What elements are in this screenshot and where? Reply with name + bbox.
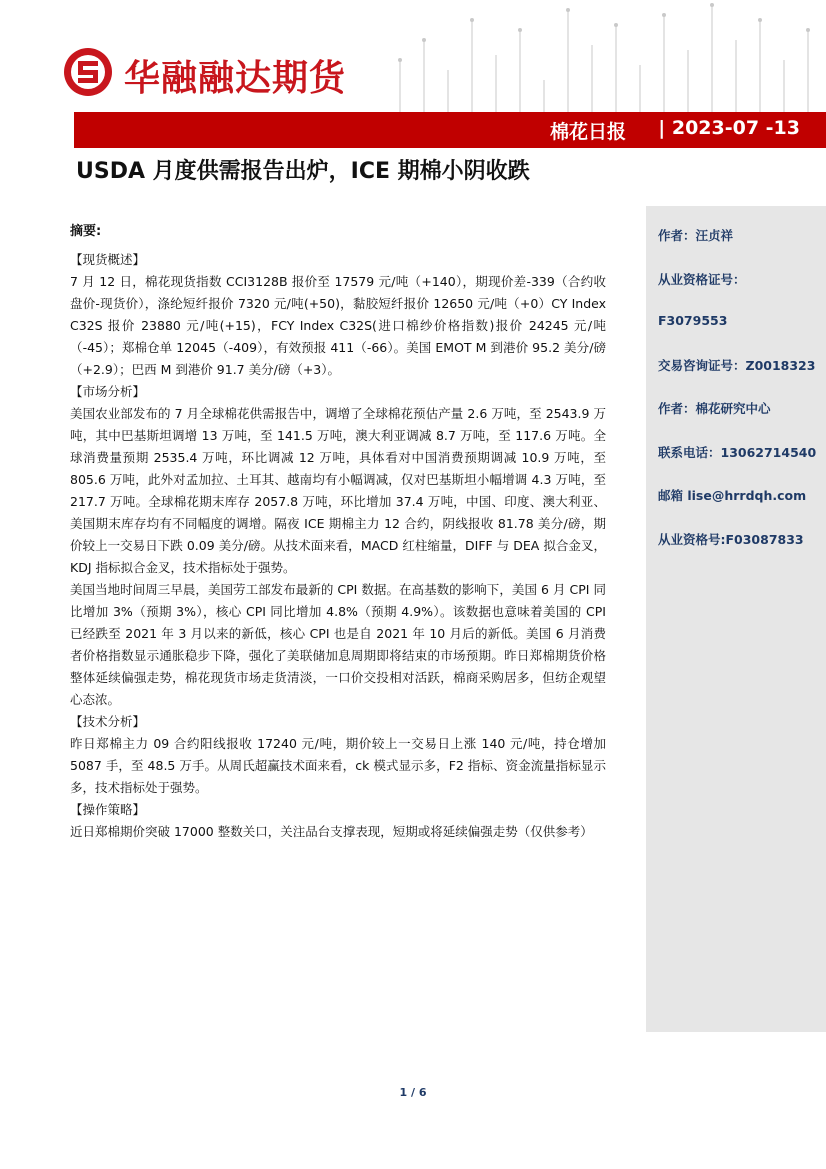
section-paragraph: 近日郑棉期价突破 17000 整数关口，关注品台支撑表现，短期或将延续偏强走势（仅供参考） <box>70 824 593 839</box>
section-heading: 【操作策略】 <box>70 802 146 817</box>
report-body <box>70 220 606 843</box>
section-paragraph: 7 月 12 日，棉花现货指数 CCI3128B 报价至 17579 元/吨（+140），期现价差-339（合约收盘价-现货价），涤纶短纤报价 7320 元/吨(+50)，黏胶短纤报价 12650 元/吨（+0）CY Index C32S 报价 23880 元/吨(+15)，FCY Index C32S(进口棉纱价格指数)报价 24245 元/吨（-45）；郑棉仓单 12045（-409），有效预报 411（-66）。美国 EMOT M 到港价 95.2 美分/磅（+2.9）；巴西 M 到港价 91.7 美分/磅（+3）。 <box>70 274 606 377</box>
section-heading: 【技术分析】 <box>70 714 146 729</box>
page-number: 1 / 6 <box>399 1086 427 1099</box>
report-title: USDA 月度供需报告出炉，ICE 期棉小阴收跌 <box>76 159 530 184</box>
report-header <box>0 0 826 150</box>
section-paragraph: 昨日郑棉主力 09 合约阳线报收 17240 元/吨，期价较上一交易日上涨 140 元/吨，持仓增加 5087 手，至 48.5 万手。从周氏超赢技术面来看，ck 模式显示多，F2 指标、资金流量指标显示多，技术指标处于强势。 <box>70 736 606 795</box>
section-heading: 【市场分析】 <box>70 384 146 399</box>
cert-number: F3079553 <box>658 313 728 328</box>
contact-phone: 联系电话：13062714540 <box>658 445 817 460</box>
section-heading: 【现货概述】 <box>70 252 146 267</box>
section-paragraph: 美国当地时间周三早晨，美国劳工部发布最新的 CPI 数据。在高基数的影响下，美国 6 月 CPI 同比增加 3%（预期 3%），核心 CPI 同比增加 4.8%（预期 4.9%）。该数据也意味着美国的 CPI 已经跌至 2021 年 3 月以来的新低，核心 CPI 也是自 2021 年 10 月后的新低。美国 6 月消费者价格指数显示通胀稳步下降，强化了美联储加息周期即将结束的市场预期。昨日郑棉期货价格整体延续偏强走势，棉花现货市场走货清淡，一口价交投相对活跃，棉商采购居多，但纺企观望心态浓。 <box>70 582 606 707</box>
author-sidebar <box>646 206 826 1032</box>
author-name: 作者：汪贞祥 <box>658 228 734 243</box>
brand-name: 华融融达期货 <box>124 58 347 99</box>
company-logo <box>62 46 114 98</box>
decorative-lines-graphic <box>380 0 820 112</box>
consult-number: 交易咨询证号：Z0018323 <box>658 358 816 373</box>
report-type: 棉花日报 <box>549 121 626 143</box>
report-date: | 2023-07 -13 <box>658 117 800 139</box>
qualification-number: 从业资格号:F03087833 <box>658 532 804 547</box>
section-paragraph: 美国农业部发布的 7 月全球棉花供需报告中，调增了全球棉花预估产量 2.6 万吨，至 2543.9 万吨，其中巴基斯坦调增 13 万吨，至 141.5 万吨，澳大利亚调减 8.7 万吨，至 117.6 万吨。全球消费量预期 2535.4 万吨，环比调减 12 万吨，具体看对中国消费预期调减 10.9 万吨，至 805.6 万吨，此外对孟加拉、土耳其、越南均有小幅调减，仅对巴基斯坦小幅增调 4.3 万吨，至 217.7 万吨。全球棉花期末库存 2057.8 万吨，环比增加 37.4 万吨，中国、印度、澳大利亚、美国期末库存均有不同幅度的调增。隔夜 ICE 期棉主力 12 合约，阴线报收 81.78 美分/磅，期价较上一交易日下跌 0.09 美分/磅。从技术面来看，MACD 红柱缩量，DIFF 与 DEA 拟合金叉，KDJ 指标拟合金叉，技术指标处于强势。 <box>70 406 606 575</box>
research-center: 作者：棉花研究中心 <box>658 401 771 416</box>
abstract-label: 摘要: <box>70 224 102 239</box>
contact-email: 邮箱 lise@hrrdqh.com <box>658 488 807 503</box>
cert-label: 从业资格证号： <box>658 272 746 287</box>
